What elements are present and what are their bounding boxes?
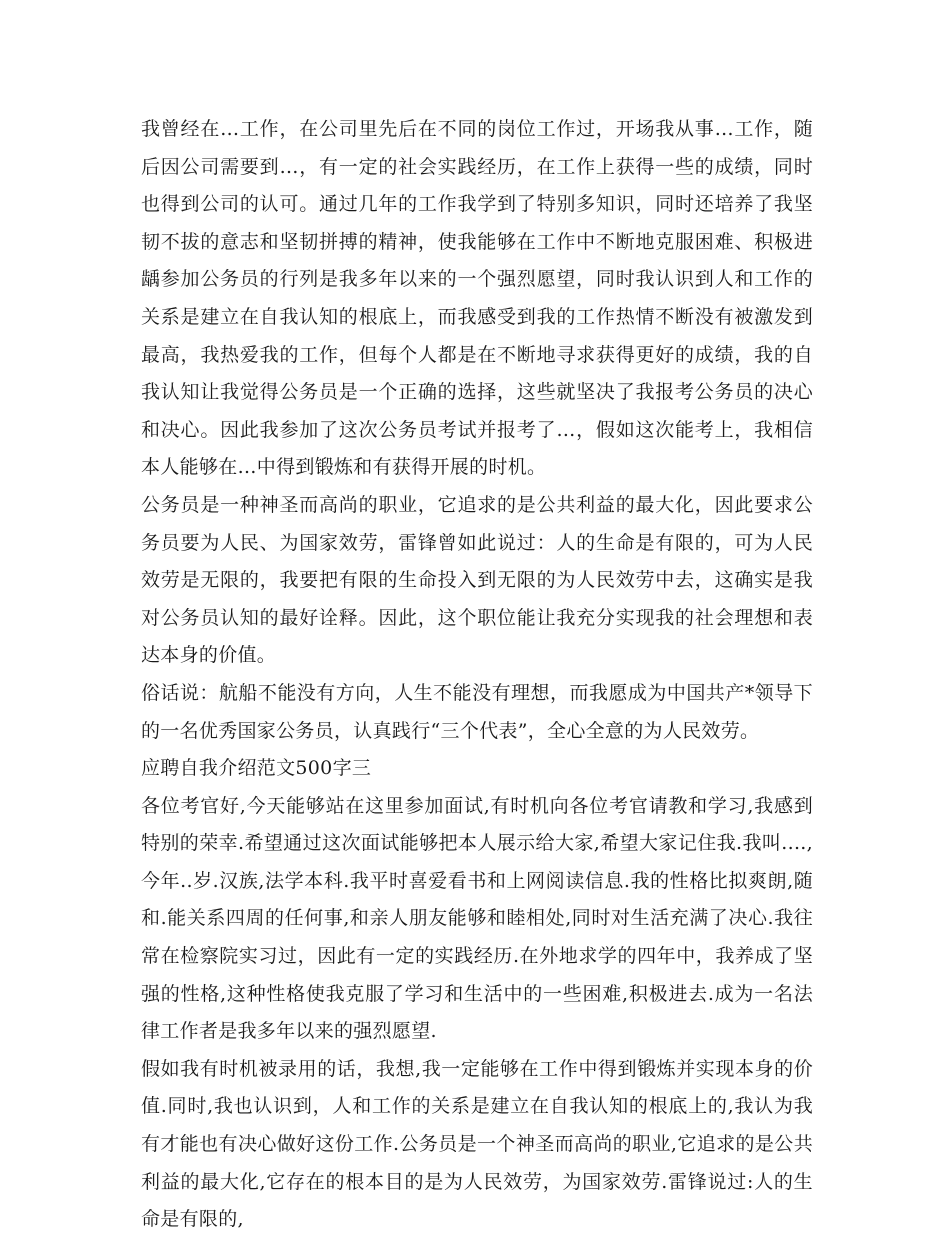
paragraph-work-experience: 我曾经在…工作，在公司里先后在不同的岗位工作过，开场我从事…工作，随后因公司需要到…，有一定的社会实践经历，在工作上获得一些的成绩，同时也得到公司的认可。通过几年的工作我学到了特别多知识，同时还培养了我坚韧不拔的意志和坚韧拼搏的精神，使我能够在工作中不断地克服困难、积极进龋参加公务员的行列是我多年以来的一个强烈愿望，同时我认识到人和工作的关系是建立在自我认知的根底上，而我感受到我的工作热情不断没有被激发到最高，我热爱我的工作，但每个人都是在不断地寻求获得更好的成绩，我的自我认知让我觉得公务员是一个正确的选择，这些就坚决了我报考公务员的决心和决心。因此我参加了这次公务员考试并报考了…，假如这次能考上，我相信本人能够在…中得到锻炼和有获得开展的时机。 bbox=[141, 118, 813, 479]
document-body bbox=[141, 111, 813, 1239]
paragraph-proverb: 俗话说：航船不能没有方向，人生不能没有理想，而我愿成为中国共产*领导下的一名优秀国家公务员，认真践行“三个代表”，全心全意的为人民效劳。 bbox=[141, 681, 813, 742]
section-heading: 应聘自我介绍范文500字三 bbox=[141, 757, 372, 780]
paragraph-interview-intro: 各位考官好,今天能够站在这里参加面试,有时机向各位考官请教和学习,我感到特别的荣幸.希望通过这次面试能够把本人展示给大家,希望大家记住我.我叫....,今年..岁.汉族,法学本科.我平时喜爱看书和上网阅读信息.我的性格比拟爽朗,随和.能关系四周的任何事,和亲人朋友能够和睦相处,同时对生活充满了决心.我往常在检察院实习过，因此有一定的实践经历.在外地求学的四年中，我养成了坚强的性格,这种性格使我克服了学习和生活中的一些困难,积极进去.成为一名法律工作者是我多年以来的强烈愿望. bbox=[141, 794, 813, 1043]
paragraph-civil-servant-career: 公务员是一种神圣而高尚的职业，它追求的是公共利益的最大化，因此要求公务员要为人民、为国家效劳，雷锋曾如此说过：人的生命是有限的，可为人民效劳是无限的，我要把有限的生命投入到无限的为人民效劳中去，这确实是我对公务员认知的最好诠释。因此，这个职位能让我充分实现我的社会理想和表达本身的价值。 bbox=[141, 493, 813, 667]
paragraph-if-hired: 假如我有时机被录用的话，我想,我一定能够在工作中得到锻炼并实现本身的价值.同时,我也认识到，人和工作的关系是建立在自我认知的根底上的,我认为我有才能也有决心做好这份工作.公务员是一个神圣而高尚的职业,它追求的是公共利益的最大化,它存在的根本目的是为人民效劳，为国家效劳.雷锋说过:人的生命是有限的, bbox=[141, 1057, 813, 1231]
